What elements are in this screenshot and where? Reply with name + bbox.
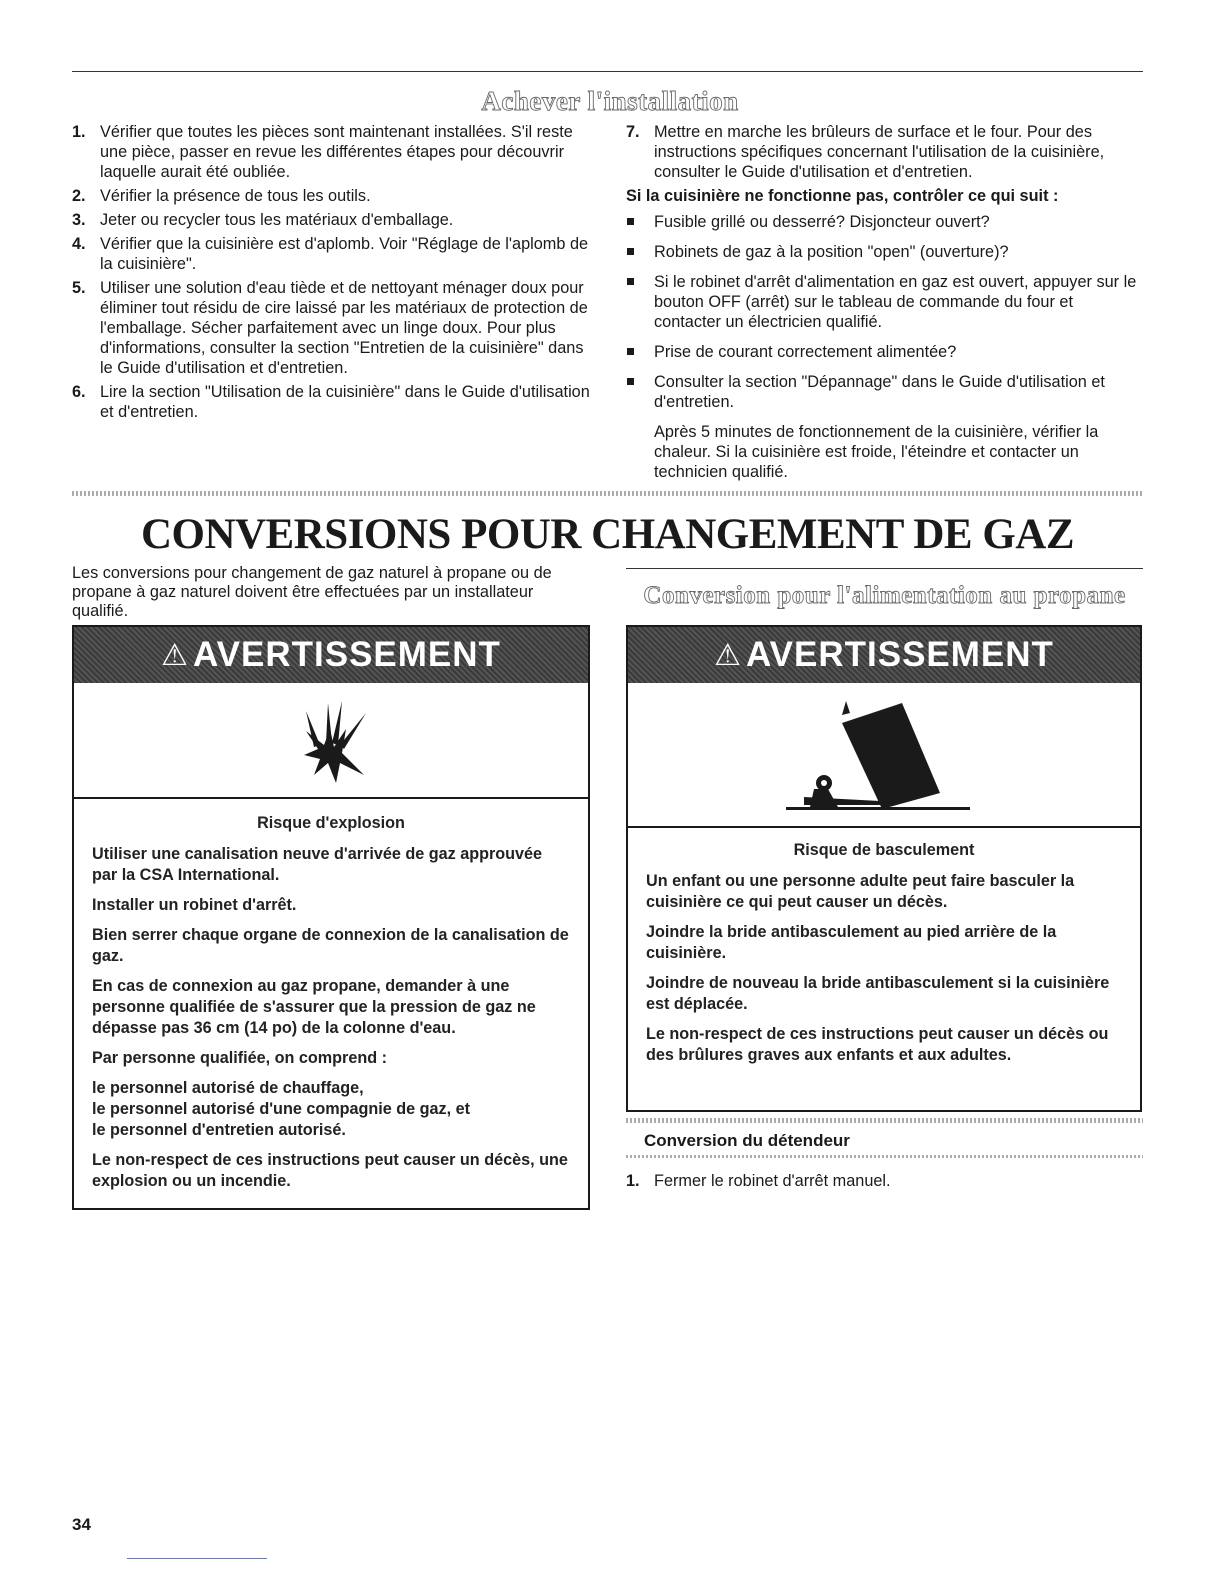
warning-triangle-icon: ⚠ (714, 638, 742, 672)
warning-line: En cas de connexion au gaz propane, demander à une personne qualifiée de s'assurer que la pression de gaz ne dépasse pas 36 cm (14 po) de la colonne d'eau. (92, 977, 536, 1037)
install-steps-left (72, 122, 592, 426)
page-number: 34 (72, 1515, 91, 1534)
check-text: Prise de courant correctement alimentée? (654, 343, 957, 361)
warning-box-tipover (626, 625, 1142, 1112)
qualified-item: le personnel d'entretien autorisé. (92, 1121, 346, 1139)
warning-line: Bien serrer chaque organe de connexion de la canalisation de gaz. (92, 926, 569, 965)
warning-header-label: AVERTISSEMENT (192, 635, 501, 674)
after-note: Après 5 minutes de fonctionnement de la cuisinière, vérifier la chaleur. Si la cuisinière est froide, l'éteindre et contacter un technicien qualifié. (654, 423, 1099, 481)
step-number: 4. (72, 235, 86, 253)
bullet-icon (627, 348, 634, 355)
list-item (72, 210, 592, 230)
check-text: Robinets de gaz à la position "open" (ouverture)? (654, 243, 1009, 261)
warning-line: Le non-respect de ces instructions peut causer un décès, une explosion ou un incendie. (92, 1151, 568, 1190)
list-item (626, 212, 1144, 232)
qualified-item: le personnel autorisé d'une compagnie de gaz, et (92, 1100, 471, 1118)
step-text: Fermer le robinet d'arrêt manuel. (654, 1172, 891, 1190)
warning-body (628, 828, 1140, 1083)
risk-title: Risque d'explosion (257, 814, 405, 832)
regulator-steps (626, 1171, 1143, 1195)
list-item (72, 186, 592, 206)
warning-line: Joindre la bride antibasculement au pied arrière de la cuisinière. (646, 923, 1057, 962)
step-number: 5. (72, 279, 86, 297)
list-item (72, 122, 592, 182)
step-number: 2. (72, 187, 86, 205)
check-text: Si le robinet d'arrêt d'alimentation en gaz est ouvert, appuyer sur le bouton OFF (arrêt) sur le tableau de commande du four et contacter un électricien qualifié. (654, 273, 1137, 331)
step-text: Utiliser une solution d'eau tiède et de nettoyant ménager doux pour éliminer tout résidu de cire laissé par les matériaux de protection de l'emballage. Sécher parfaitement avec un linge doux. Pour plus d'informations, consulter la section "Entretien de la cuisinière" dans le Guide d'utilisation et d'entretien. (100, 279, 588, 377)
check-text: Fusible grillé ou desserré? Disjoncteur ouvert? (654, 213, 990, 231)
list-item (626, 372, 1144, 412)
warning-triangle-icon: ⚠ (161, 638, 189, 672)
top-rule (72, 71, 1143, 72)
subsection-divider (626, 1155, 1143, 1158)
list-item (626, 342, 1144, 362)
step-number: 1. (72, 123, 86, 141)
check-heading: Si la cuisinière ne fonctionne pas, contrôler ce qui suit : (626, 187, 1059, 205)
warning-line: Par personne qualifiée, on comprend : (92, 1049, 388, 1067)
intro-text: Les conversions pour changement de gaz naturel à propane ou de propane à gaz naturel doivent être effectuées par un installateur qualifié. (72, 564, 552, 620)
warning-line: Le non-respect de ces instructions peut causer un décès ou des brûlures graves aux enfants et aux adultes. (646, 1025, 1109, 1064)
warning-header (74, 627, 588, 683)
step-number: 7. (626, 123, 640, 141)
list-item (72, 382, 592, 422)
subsection-heading: Conversion du détendeur (644, 1131, 850, 1150)
section-divider (72, 491, 1143, 496)
warning-body (74, 799, 588, 1209)
section-title-achever: Achever l'installation (481, 86, 739, 116)
step-text: Lire la section "Utilisation de la cuisinière" dans le Guide d'utilisation et d'entretien. (100, 383, 590, 421)
risk-title: Risque de basculement (793, 841, 975, 859)
step-text: Mettre en marche les brûleurs de surface et le four. Pour des instructions spécifiques concernant l'utilisation de la cuisinière, consulter le Guide d'utilisation et d'entretien. (654, 123, 1105, 181)
bullet-icon (627, 218, 634, 225)
step-text: Vérifier que toutes les pièces sont maintenant installées. S'il reste une pièce, passer en revue les différentes étapes pour découvrir laquelle aurait été oubliée. (100, 123, 573, 181)
list-item (626, 1171, 1143, 1191)
qualified-item: le personnel autorisé de chauffage, (92, 1079, 364, 1097)
warning-header-label: AVERTISSEMENT (745, 635, 1054, 674)
warning-header (628, 627, 1140, 683)
check-text: Consulter la section "Dépannage" dans le Guide d'utilisation et d'entretien. (654, 373, 1105, 411)
list-item (626, 272, 1144, 332)
warning-box-explosion (72, 625, 590, 1210)
list-item (626, 242, 1144, 262)
bullet-icon (627, 278, 634, 285)
propane-rule (626, 568, 1143, 569)
page-title: CONVERSIONS POUR CHANGEMENT DE GAZ (140, 511, 1075, 558)
step-number: 1. (626, 1172, 640, 1190)
tip-over-icon (628, 683, 1140, 826)
warning-line: Joindre de nouveau la bride antibasculement si la cuisinière est déplacée. (646, 974, 1110, 1013)
subsection-divider (626, 1118, 1143, 1123)
bullet-icon (627, 248, 634, 255)
section-title-propane: Conversion pour l'alimentation au propane (643, 582, 1126, 609)
explosion-icon (74, 683, 588, 797)
list-item (626, 122, 1144, 182)
install-steps-right (626, 122, 1144, 482)
step-text: Jeter ou recycler tous les matériaux d'emballage. (100, 211, 454, 229)
step-number: 6. (72, 383, 86, 401)
warning-line: Utiliser une canalisation neuve d'arrivée de gaz approuvée par la CSA International. (92, 845, 543, 884)
step-text: Vérifier que la cuisinière est d'aplomb. Voir "Réglage de l'aplomb de la cuisinière". (100, 235, 589, 273)
warning-line: Installer un robinet d'arrêt. (92, 896, 297, 914)
footer-line (127, 1558, 267, 1559)
bullet-icon (627, 378, 634, 385)
explosion-pictogram (74, 683, 588, 799)
tipover-pictogram (628, 683, 1140, 828)
step-number: 3. (72, 211, 86, 229)
warning-line: Un enfant ou une personne adulte peut faire basculer la cuisinière ce qui peut causer un décès. (646, 872, 1075, 911)
list-item (72, 234, 592, 274)
step-text: Vérifier la présence de tous les outils. (100, 187, 371, 205)
list-item (72, 278, 592, 378)
